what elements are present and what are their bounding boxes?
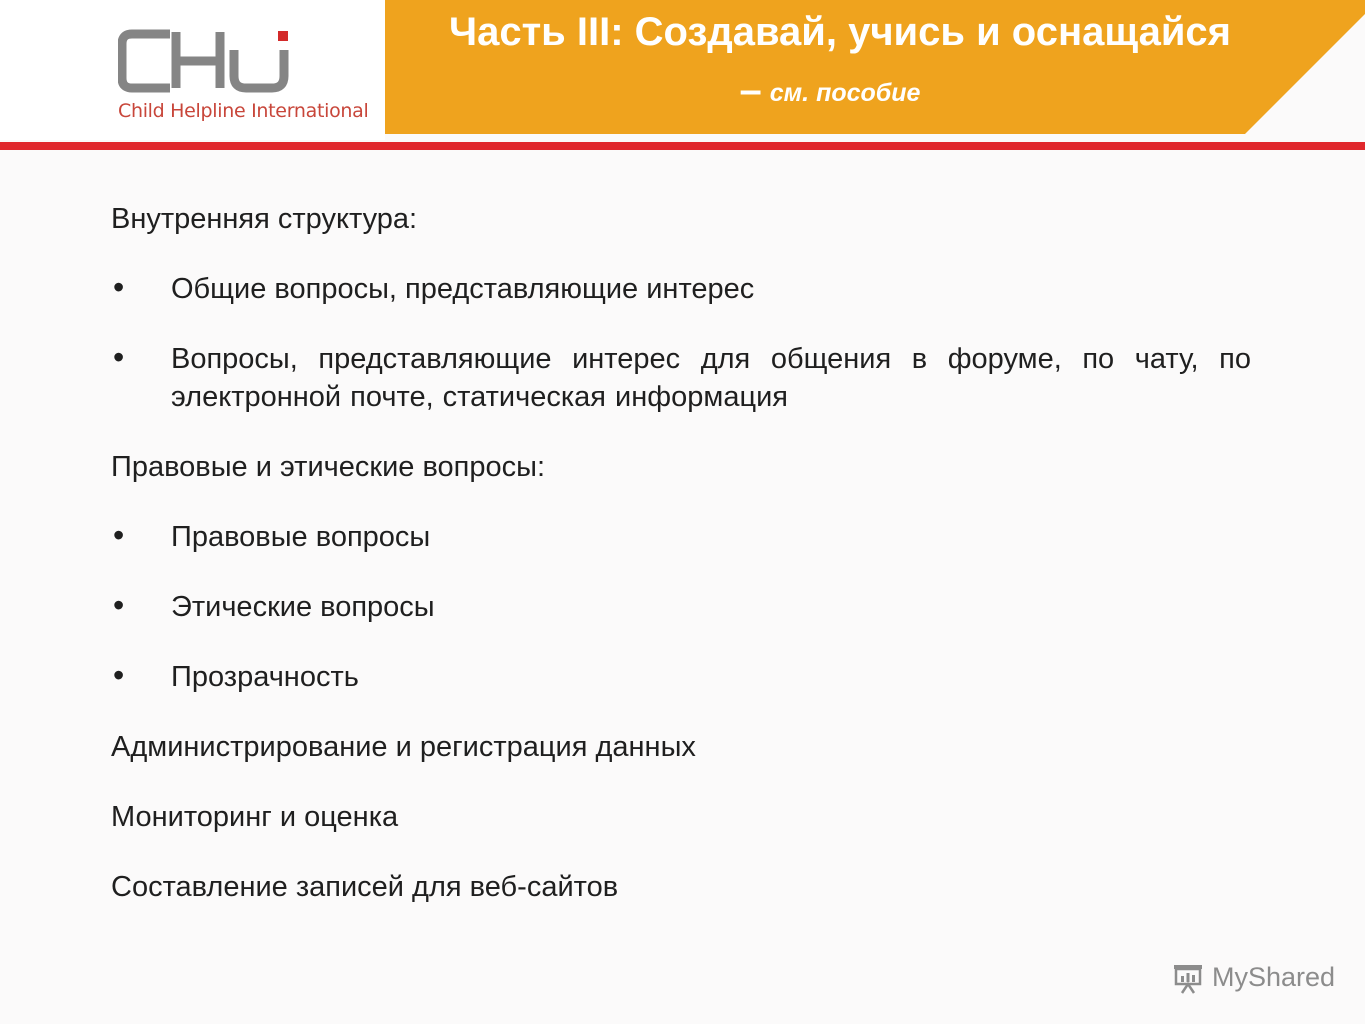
section-heading: Мониторинг и оценка [111,801,399,833]
section-heading: Внутренняя структура: [111,203,418,235]
header-divider [0,142,1365,150]
bullet-item [111,658,1251,696]
bullet-text: Вопросы, представляющие интерес для общения в форуме, по чату, по электронной почте, статическая информация [171,343,1251,413]
bullet-item [111,340,1251,416]
section-heading: Составление записей для веб-сайтов [111,871,619,903]
logo-caption: Child Helpline International [118,100,369,122]
slide-title: Часть III: Создавай, учись и оснащайся [448,10,1232,54]
bullet-item [111,518,1251,556]
chi-logo-mark [118,28,293,94]
subtitle-text: см. пособие [769,79,921,107]
bullet-text: Правовые вопросы [171,521,431,553]
slide-subtitle [620,68,1040,113]
bullet-text: Общие вопросы, представляющие интерес [171,273,755,305]
slide-content [111,200,1251,938]
logo [0,0,385,140]
section-heading: Администрирование и регистрация данных [111,731,696,763]
myshared-watermark[interactable] [1172,962,1342,996]
bullet-item [111,588,1251,626]
bullet-icon: • [113,339,125,375]
bullet-icon: • [113,657,125,693]
section-heading: Правовые и этические вопросы: [111,451,546,483]
bullet-icon: • [113,517,125,553]
bullet-icon: • [113,587,125,623]
bullet-text: Этические вопросы [171,591,435,623]
bullet-item [111,270,1251,308]
presentation-board-icon [1172,962,1204,994]
bullet-icon: • [113,269,125,305]
subtitle-dash: – [739,68,762,112]
bullet-text: Прозрачность [171,661,359,693]
watermark-label: MyShared [1212,962,1336,992]
